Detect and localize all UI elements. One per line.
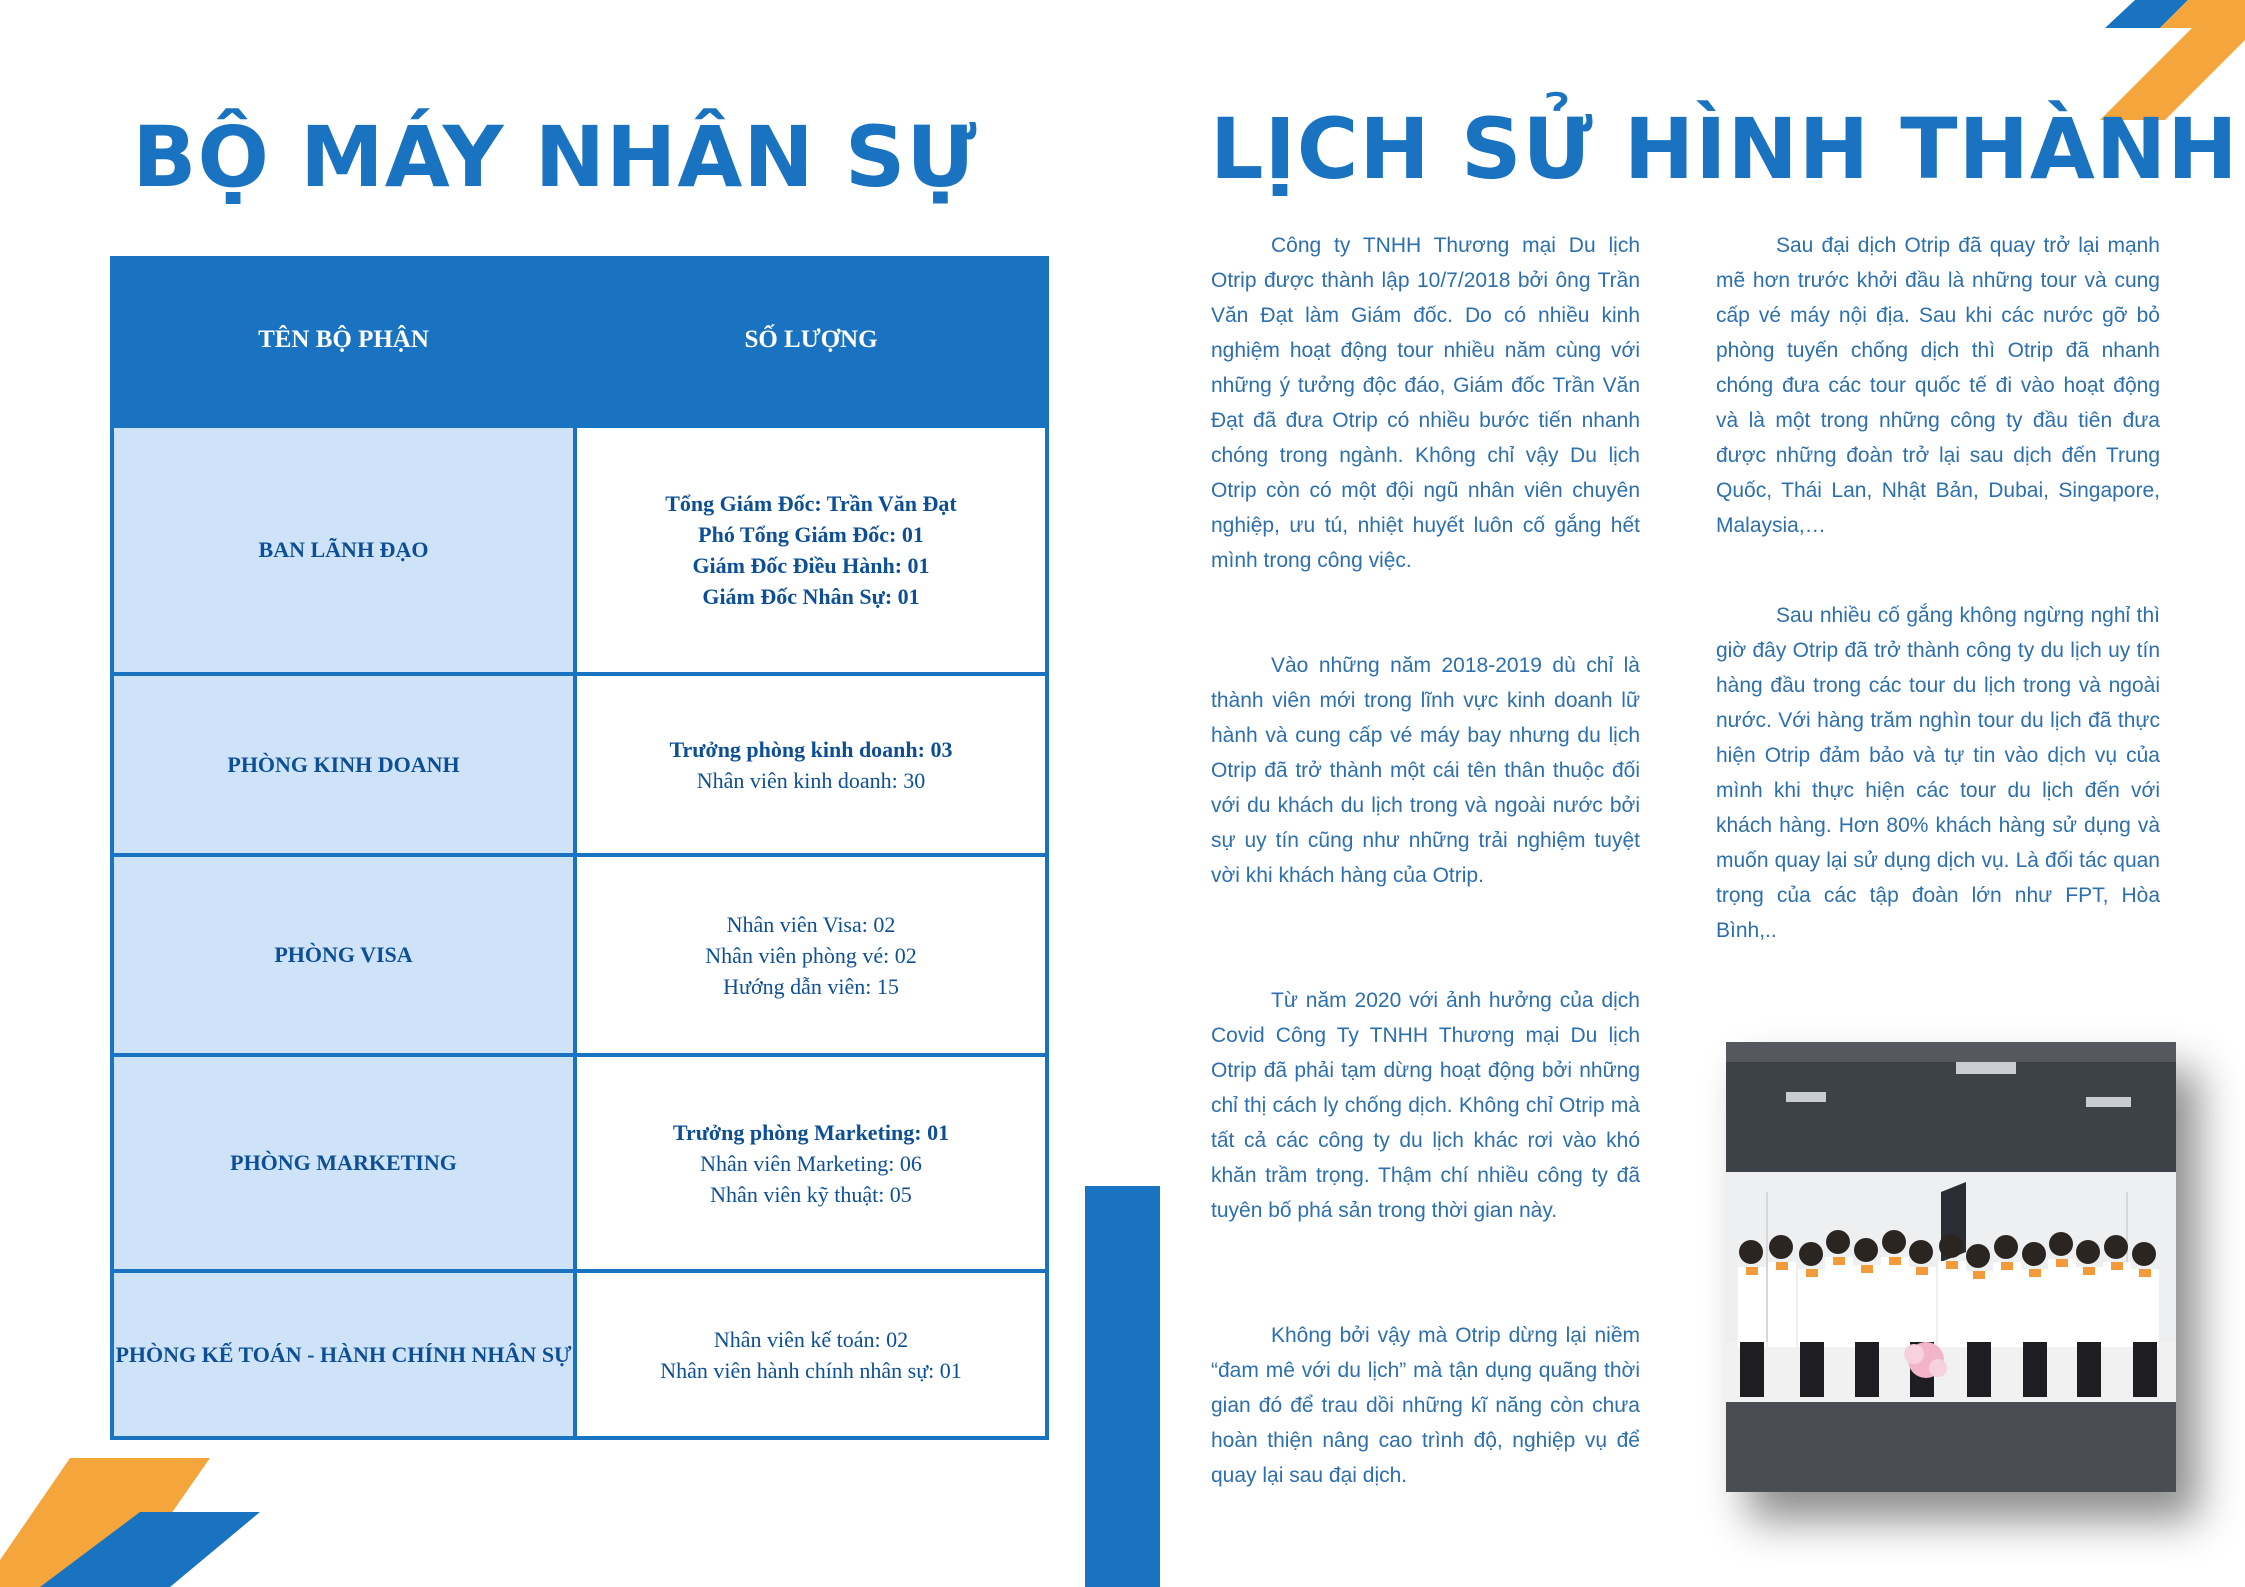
- count-line: Nhân viên kinh doanh: 30: [696, 767, 926, 793]
- count-line: Nhân viên kỹ thuật: 05: [710, 1181, 912, 1207]
- count-line: Nhân viên hành chính nhân sự: 01: [660, 1357, 962, 1383]
- history-paragraph: Từ năm 2020 với ảnh hưởng của dịch Covid Công Ty TNHH Thương mại Du lịch Otrip đã phải tạm dừng hoạt động bởi những chỉ thị cách ly chống dịch. Không chỉ Otrip mà tất cả các công ty du lịch khác rơi vào khó khăn trầm trọng. Thậm chí nhiều công ty đã tuyên bố phá sản trong thời gian này.: [1211, 989, 1640, 1222]
- history-paragraph: Sau đại dịch Otrip đã quay trở lại mạnh mẽ hơn trước khởi đầu là những tour và cung cấp vé máy nội địa. Sau khi các nước gỡ bỏ phòng tuyến chống dịch thì Otrip đã nhanh chóng đưa các tour quốc tế đi vào hoạt động và là một trong những công ty đầu tiên đưa được những đoàn trở lại sau dịch đến Trung Quốc, Thái Lan, Nhật Bản, Dubai, Singapore, Malaysia,…: [1716, 234, 2160, 537]
- count-line: Trưởng phòng kinh doanh: 03: [669, 736, 953, 762]
- dept-cell: PHÒNG KINH DOANH: [114, 676, 573, 853]
- count-line: Hướng dẫn viên: 15: [723, 973, 899, 999]
- count-cell: [577, 676, 1045, 853]
- vertical-accent-bar: [1085, 1186, 1160, 1587]
- count-cell: [577, 1273, 1045, 1436]
- dept-cell: BAN LÃNH ĐẠO: [114, 428, 573, 672]
- count-cell: [577, 428, 1045, 672]
- history-paragraph: Không bởi vậy mà Otrip dừng lại niềm “đam mê với du lịch” mà tận dụng quãng thời gian đó để trau dồi những kĩ năng còn chưa hoàn thiện nâng cao trình độ, nghiệp vụ để quay lại sau đại dịch.: [1211, 1324, 1640, 1487]
- count-line: Nhân viên phòng vé: 02: [705, 942, 917, 968]
- count-line: Nhân viên Visa: 02: [726, 911, 896, 937]
- team-photo: [1726, 1042, 2176, 1492]
- count-line: Nhân viên Marketing: 06: [700, 1150, 922, 1176]
- count-line: Trưởng phòng Marketing: 01: [672, 1119, 950, 1145]
- history-paragraph: Công ty TNHH Thương mại Du lịch Otrip được thành lập 10/7/2018 bởi ông Trần Văn Đạt làm Giám đốc. Do có nhiều kinh nghiệm hoạt động tour nhiều năm cùng với những ý tưởng độc đáo, Giám đốc Trần Văn Đạt đã đưa Otrip có nhiều bước tiến nhanh chóng trong ngành. Không chỉ vậy Du lịch Otrip còn có một đội ngũ nhân viên chuyên nghiệp, ưu tú, nhiệt huyết luôn cố gắng hết mình trong công việc.: [1211, 234, 1640, 572]
- count-line: Phó Tổng Giám Đốc: 01: [698, 522, 924, 547]
- header-dept: TÊN BỘ PHẬN: [114, 256, 573, 424]
- dept-cell: PHÒNG VISA: [114, 857, 573, 1053]
- staff-section-title: BỘ MÁY NHÂN SỰ: [132, 108, 978, 206]
- corner-decoration-bottom-left: [0, 1450, 260, 1587]
- dept-cell: PHÒNG MARKETING: [114, 1057, 573, 1269]
- count-line: Nhân viên kế toán: 02: [713, 1326, 909, 1352]
- count-cell: [577, 1057, 1045, 1269]
- count-line: Tổng Giám Đốc: Trần Văn Đạt: [665, 491, 957, 516]
- dept-cell: PHÒNG KẾ TOÁN - HÀNH CHÍNH NHÂN SỰ: [114, 1273, 573, 1436]
- count-line: Giám Đốc Điều Hành: 01: [692, 553, 930, 578]
- count-cell: [577, 857, 1045, 1053]
- staff-table: [110, 256, 1049, 1440]
- history-paragraph: Vào những năm 2018-2019 dù chỉ là thành viên mới trong lĩnh vực kinh doanh lữ hành và cung cấp vé máy bay nhưng du lịch Otrip đã trở thành một cái tên thân thuộc đối với du khách du lịch trong và ngoài nước bởi sự uy tín cũng như những trải nghiệm tuyệt vời khi khách hàng của Otrip.: [1211, 654, 1640, 887]
- history-paragraph: Sau nhiều cố gắng không ngừng nghỉ thì giờ đây Otrip đã trở thành công ty du lịch uy tín hàng đầu trong các tour du lịch trong và ngoài nước. Với hàng trăm nghìn tour du lịch đã thực hiện Otrip đảm bảo và tự tin vào dịch vụ của mình khi thực hiện các tour du lịch đến với khách hàng. Hơn 80% khách hàng sử dụng và muốn quay lại sử dụng dịch vụ. Là đối tác quan trọng của các tập đoàn lớn như FPT, Hòa Bình,..: [1716, 604, 2160, 942]
- count-line: Giám Đốc Nhân Sự: 01: [702, 584, 920, 609]
- history-section-title: LỊCH SỬ HÌNH THÀNH: [1210, 100, 2239, 198]
- header-count: SỐ LƯỢNG: [577, 256, 1045, 424]
